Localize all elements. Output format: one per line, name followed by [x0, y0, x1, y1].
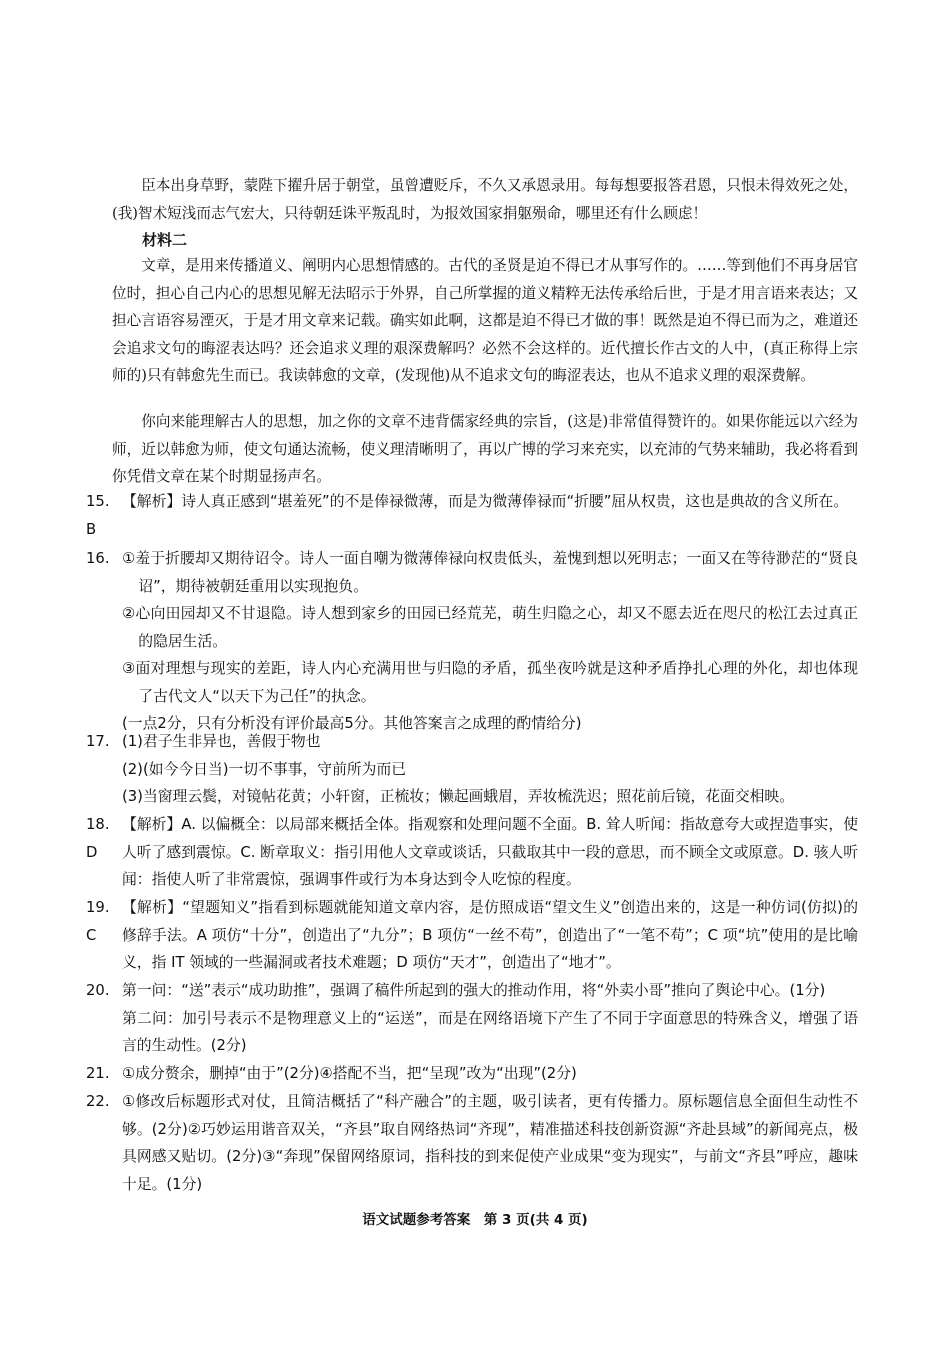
page-footer: 语文试题参考答案 第 3 页(共 4 页) — [362, 1212, 588, 1228]
answer-point-2: ②心向田园却又不甘退隐。诗人想到家乡的田园已经荒芜，萌生归隐之心，却又不愿去近在咫尺的松江去过真正的隐居生活。 — [122, 605, 858, 650]
answer-number: 17. — [86, 733, 110, 750]
answer-number: 21. — [86, 1065, 110, 1082]
answer-number: 18. D — [86, 816, 110, 861]
answer-question-2: 第二问：加引号表示不是物理意义上的“运送”，而是在网络语境下产生了不同于字面意思的特殊含义，增强了语言的生动性。(2分) — [122, 1009, 858, 1054]
answer-part-1: (1)君子生非异也，善假于物也 — [122, 733, 321, 750]
answer-17 — [86, 728, 858, 811]
scoring-note: (一点2分，只有分析没有评价最高5分。其他答案言之成理的酌情给分) — [122, 715, 582, 732]
answer-point-1: ①羞于折腰却又期待诏令。诗人一面自嘲为微薄俸禄向权贵低头，羞愧到想以死明志；一面又在等待渺茫的“贤良诏”，期待被朝廷重用以实现抱负。 — [122, 550, 858, 595]
answer-21 — [86, 1060, 858, 1088]
answer-text: 【解析】诗人真正感到“堪羞死”的不是俸禄微薄，而是为微薄俸禄而“折腰”屈从权贵，这也是典故的含义所在。 — [122, 493, 849, 510]
answer-16 — [86, 545, 858, 738]
answer-number: 22. — [86, 1093, 110, 1110]
answer-18 — [86, 811, 858, 894]
answer-20 — [86, 977, 858, 1060]
answer-number: 15. B — [86, 493, 110, 538]
answer-text: ①成分赘余，删掉“由于”(2分)④搭配不当，把“呈现”改为“出现”(2分) — [122, 1065, 577, 1082]
material-one-translation-tail: 臣本出身草野，蒙陛下擢升居于朝堂，虽曾遭贬斥，不久又承恩录用。每每想要报答君恩，只恨未得效死之处，(我)智术短浅而志气宏大，只待朝廷诛平叛乱时，为报效国家捐躯殒命，哪里还有什么顾虑！ — [112, 177, 858, 222]
answer-part-2: (2)(如今今日当)一切不事事，守前所为而已 — [122, 760, 407, 778]
answer-number: 19. C — [86, 899, 110, 944]
answer-part-3: (3)当窗理云鬓，对镜帖花黄；小轩窗，正梳妆；懒起画蛾眉，弄妆梳洗迟；照花前后镜，花面交相映。 — [122, 788, 795, 805]
answer-text: 【解析】“望题知义”指看到标题就能知道文章内容，是仿照成语“望文生义”创造出来的，这是一种仿词(仿拟)的修辞手法。A 项仿“十分”，创造出了“九分”；B 项仿“一丝不苟”，创造出了“一笔不苟”；C 项“坑”使用的是比喻义，指 IT 领域的一些漏洞或者技术难题；D 项仿“天才”，创造出了“地才”。 — [122, 899, 858, 971]
answer-number: 16. — [86, 550, 110, 567]
answer-19 — [86, 894, 858, 977]
answer-15 — [86, 488, 858, 538]
answer-question-1: 第一问：“送”表示“成功助推”，强调了稿件所起到的强大的推动作用，将“外卖小哥”推向了舆论中心。(1分) — [122, 982, 826, 999]
answer-text: 【解析】A. 以偏概全：以局部来概括全体。指观察和处理问题不全面。B. 耸人听闻：指故意夸大或捏造事实，使人听了感到震惊。C. 断章取义：指引用他人文章或谈话，只截取其中一段的意思，而不顾全文或原意。D. 骇人听闻：指使人听了非常震惊，强调事件或行为本身达到令人吃惊的程度。 — [122, 816, 858, 888]
material-two-heading: 材料二 — [142, 231, 188, 249]
answer-22 — [86, 1088, 858, 1198]
material-two-paragraph-2: 你向来能理解古人的思想，加之你的文章不违背儒家经典的宗旨，(这是)非常值得赞许的。如果你能远以六经为师，近以韩愈为师，使文句通达流畅，使义理清晰明了，再以广博的学习来充实，以充沛的气势来辅助，我必将看到你凭借文章在某个时期显扬声名。 — [112, 413, 858, 486]
answer-point-3: ③面对理想与现实的差距，诗人内心充满用世与归隐的矛盾，孤坐夜吟就是这种矛盾挣扎心理的外化，却也体现了古代文人“以天下为己任”的执念。 — [122, 660, 858, 705]
answer-text: ①修改后标题形式对仗，且简洁概括了“科产融合”的主题，吸引读者，更有传播力。原标题信息全面但生动性不够。(2分)②巧妙运用谐音双关，“齐县”取自网络热词“齐现”，精准描述科技创新资源“齐赴县域”的新闻亮点，极具网感又贴切。(2分)③“奔现”保留网络原词，指科技的到来促使产业成果“变为现实”，与前文“齐县”呼应，趣味十足。(1分) — [122, 1093, 858, 1193]
answer-number: 20. — [86, 982, 110, 999]
material-two-paragraph-1: 文章，是用来传播道义、阐明内心思想情感的。古代的圣贤是迫不得已才从事写作的。……等到他们不再身居官位时，担心自己内心的思想见解无法昭示于外界，自己所掌握的道义精粹无法传承给后世，于是才用言语来表达；又担心言语容易湮灭，于是才用文章来记载。确实如此啊，这都是迫不得已才做的事！既然是迫不得已而为之，难道还会追求文句的晦涩表达吗？还会追求义理的艰深费解吗？必然不会这样的。近代擅长作古文的人中，(真正称得上宗师的)只有韩愈先生而已。我读韩愈的文章，(发现他)从不追求文句的晦涩表达，也从不追求义理的艰深费解。 — [112, 257, 858, 385]
